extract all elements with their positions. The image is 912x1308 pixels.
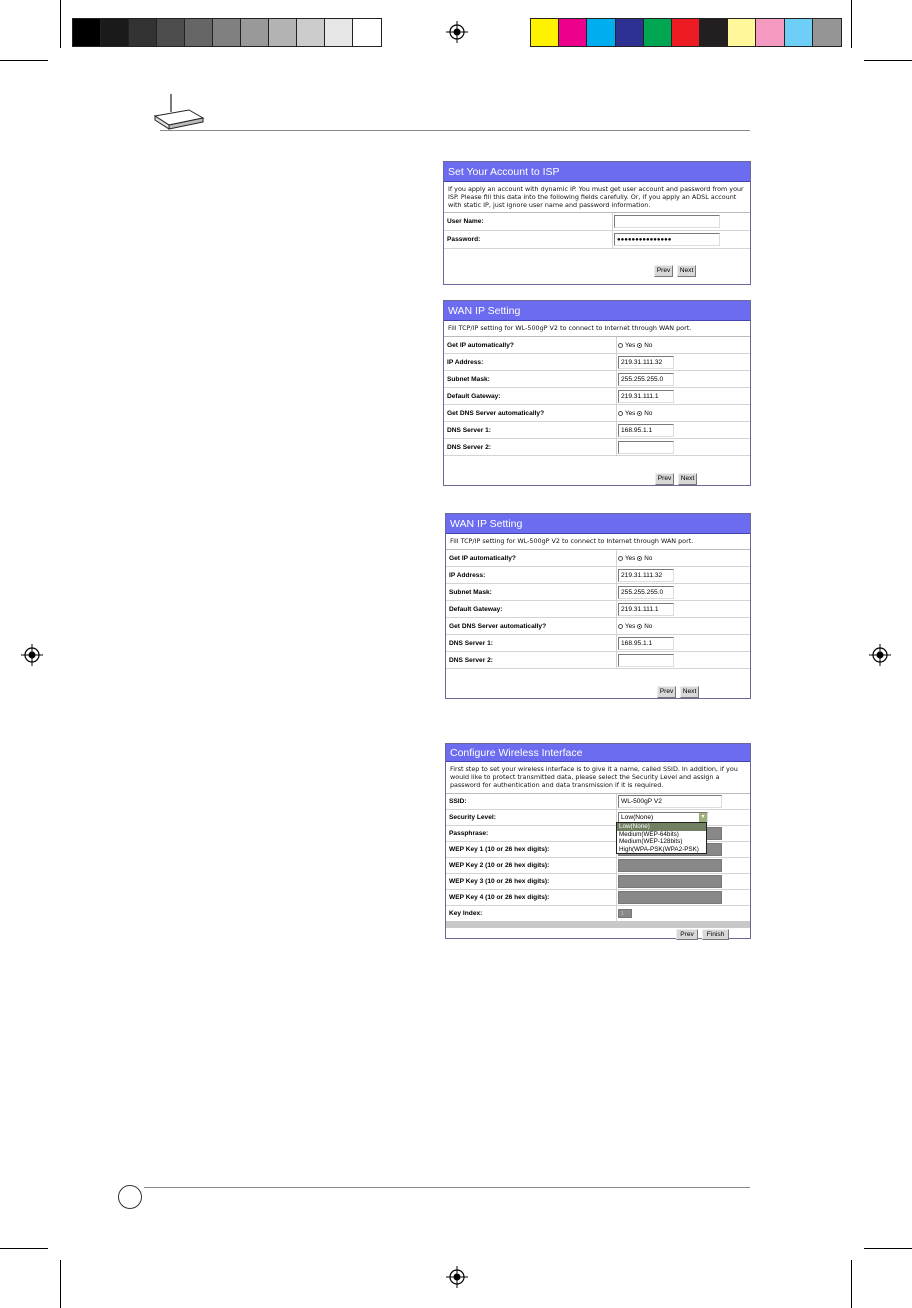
wep1-label: WEP Key 1 (10 or 26 hex digits):: [449, 846, 550, 853]
gateway-input[interactable]: 219.31.111.1: [618, 603, 674, 616]
radio-yes-label: Yes: [625, 622, 636, 630]
ssid-input[interactable]: WL-500gP V2: [618, 795, 722, 808]
key-index-label: Key Index:: [449, 910, 483, 917]
color-swatch: [241, 19, 269, 46]
radio-yes[interactable]: [618, 624, 623, 629]
dropdown-option[interactable]: Low(None): [617, 823, 706, 831]
prev-button[interactable]: Prev: [657, 686, 676, 698]
color-swatch: [297, 19, 325, 46]
dns2-row: [446, 652, 750, 669]
radio-no[interactable]: [637, 411, 642, 416]
finish-button[interactable]: Finish: [702, 929, 729, 940]
color-swatch: [672, 19, 700, 46]
mask-row: [444, 371, 750, 388]
prev-button[interactable]: Prev: [655, 473, 674, 485]
dns-auto-radio-group: [618, 623, 652, 630]
footer-bar: [446, 921, 750, 928]
radio-no-label: No: [644, 554, 653, 562]
wireless-interface-panel: [445, 743, 751, 939]
header-rule: [160, 130, 750, 131]
ip-input[interactable]: 219.31.111.32: [618, 356, 674, 369]
prev-button[interactable]: Prev: [676, 929, 698, 940]
color-swatch: [559, 19, 587, 46]
crop-mark: [851, 1260, 852, 1308]
color-swatch: [185, 19, 213, 46]
get-ip-radio-group: [618, 342, 652, 349]
password-cell: [612, 231, 750, 248]
color-swatch: [813, 19, 841, 46]
mask-label: Subnet Mask:: [447, 375, 490, 383]
mask-label: Subnet Mask:: [449, 588, 492, 596]
color-swatch: [700, 19, 728, 46]
dns2-input[interactable]: [618, 654, 674, 667]
dns1-label: DNS Server 1:: [447, 426, 491, 434]
crop-mark: [864, 1248, 912, 1249]
router-icon: [153, 92, 205, 132]
color-swatch: [353, 19, 381, 46]
dropdown-option[interactable]: Medium(WEP-64bits): [619, 830, 679, 838]
wep4-label: WEP Key 4 (10 or 26 hex digits):: [449, 894, 550, 901]
radio-no-label: No: [644, 409, 653, 417]
wep4-input[interactable]: [618, 891, 722, 904]
next-button[interactable]: Next: [677, 265, 696, 277]
ip-label: IP Address:: [447, 358, 484, 366]
username-cell: [612, 213, 750, 230]
security-select-value: Low(None): [621, 814, 654, 821]
gateway-row: [444, 388, 750, 405]
ssid-label: SSID:: [449, 798, 467, 805]
panel-title: WAN IP Setting: [444, 301, 750, 321]
registration-mark-left: [21, 644, 43, 666]
radio-no[interactable]: [637, 624, 642, 629]
wep2-input[interactable]: [618, 859, 722, 872]
color-swatch: [73, 19, 101, 46]
next-button[interactable]: Next: [680, 686, 699, 698]
panel-description: Fill TCP/IP setting for WL-500gP V2 to connect to Internet through WAN port.: [444, 321, 750, 337]
radio-yes-label: Yes: [625, 409, 636, 417]
color-swatch: [157, 19, 185, 46]
wan-ip-panel-1: [443, 300, 751, 486]
radio-yes[interactable]: [618, 411, 623, 416]
passphrase-label: Passphrase:: [449, 830, 489, 837]
username-input[interactable]: [614, 215, 720, 228]
dropdown-option[interactable]: Medium(WEP-128bits): [619, 838, 683, 845]
radio-no[interactable]: [637, 556, 642, 561]
dns1-row: [444, 422, 750, 439]
chevron-down-icon[interactable]: ▾: [699, 813, 707, 822]
gateway-input[interactable]: 219.31.111.1: [618, 390, 674, 403]
color-swatch: [756, 19, 784, 46]
wep3-input[interactable]: [618, 875, 722, 888]
page-number-circle: [118, 1185, 142, 1209]
dns1-input[interactable]: 168.95.1.1: [618, 424, 674, 437]
password-input[interactable]: ●●●●●●●●●●●●●●●: [614, 233, 720, 246]
dns2-input[interactable]: [618, 441, 674, 454]
footer-rule: [144, 1187, 750, 1188]
dns2-label: DNS Server 2:: [447, 443, 491, 451]
gateway-row: [446, 601, 750, 618]
get-ip-label: Get IP automatically?: [449, 554, 516, 562]
color-swatch: [213, 19, 241, 46]
registration-mark-top: [446, 21, 468, 43]
radio-yes[interactable]: [618, 556, 623, 561]
get-ip-label: Get IP automatically?: [447, 341, 514, 349]
password-label: Password:: [447, 236, 481, 243]
next-button[interactable]: Next: [678, 473, 697, 485]
ip-row: [444, 354, 750, 371]
gateway-label: Default Gateway:: [449, 605, 503, 613]
get-ip-row: [444, 337, 750, 354]
dns1-row: [446, 635, 750, 652]
radio-no-label: No: [644, 622, 653, 630]
panel-description: First step to set your wireless interface is to give it a name, called SSID. In addition, if you would like to protect transmitted data, please select the Security Level and assign a password for authentication and data transmission if it is required.: [446, 762, 750, 794]
registration-mark-right: [869, 644, 891, 666]
wep3-label: WEP Key 3 (10 or 26 hex digits):: [449, 878, 550, 885]
dns2-label: DNS Server 2:: [449, 656, 493, 664]
dns1-input[interactable]: 168.95.1.1: [618, 637, 674, 650]
username-label: User Name:: [447, 218, 484, 225]
registration-mark-bottom: [446, 1266, 468, 1288]
radio-yes[interactable]: [618, 343, 623, 348]
panel-description: If you apply an account with dynamic IP. You must get user account and password from your ISP. Please fill this data into the following fields carefully. Or, if you apply an ADSL account with static IP, just ignore user name and password information.: [444, 182, 750, 213]
color-swatch: [587, 19, 615, 46]
security-label: Security Level:: [449, 814, 496, 821]
key-index-select[interactable]: 1: [618, 909, 632, 918]
process-color-bar: [530, 18, 842, 47]
color-swatch: [531, 19, 559, 46]
isp-account-panel: [443, 161, 751, 285]
wep4-row: [446, 890, 750, 906]
color-swatch: [616, 19, 644, 46]
dns1-label: DNS Server 1:: [449, 639, 493, 647]
dropdown-option[interactable]: High(WPA-PSK(WPA2-PSK): [619, 845, 699, 853]
ip-input[interactable]: 219.31.111.32: [618, 569, 674, 582]
mask-input[interactable]: 255.255.255.0: [618, 373, 674, 386]
color-swatch: [644, 19, 672, 46]
color-swatch: [325, 19, 353, 46]
crop-mark: [864, 60, 912, 61]
panel-title: WAN IP Setting: [446, 514, 750, 534]
mask-input[interactable]: 255.255.255.0: [618, 586, 674, 599]
crop-mark: [0, 60, 48, 61]
crop-mark: [851, 0, 852, 48]
wep3-row: [446, 874, 750, 890]
dns-auto-row: [446, 618, 750, 635]
dns-auto-label: Get DNS Server automatically?: [449, 622, 547, 630]
crop-mark: [60, 1260, 61, 1308]
crop-mark: [0, 1248, 48, 1249]
dns2-row: [444, 439, 750, 456]
color-swatch: [269, 19, 297, 46]
radio-yes-label: Yes: [625, 554, 636, 562]
get-ip-row: [446, 550, 750, 567]
mask-row: [446, 584, 750, 601]
security-level-dropdown[interactable]: [616, 822, 707, 854]
color-swatch: [785, 19, 813, 46]
password-row: [444, 231, 750, 249]
dns-auto-row: [444, 405, 750, 422]
ip-row: [446, 567, 750, 584]
grayscale-color-bar: [72, 18, 382, 47]
radio-yes-label: Yes: [625, 341, 636, 349]
panel-title: Set Your Account to ISP: [444, 162, 750, 182]
wep2-label: WEP Key 2 (10 or 26 hex digits):: [449, 862, 550, 869]
key-index-row: [446, 906, 750, 922]
get-ip-radio-group: [618, 555, 652, 562]
wan-ip-panel-2: [445, 513, 751, 699]
ssid-row: [446, 794, 750, 810]
panel-description: Fill TCP/IP setting for WL-500gP V2 to connect to Internet through WAN port.: [446, 534, 750, 550]
dns-auto-label: Get DNS Server automatically?: [447, 409, 545, 417]
color-swatch: [129, 19, 157, 46]
color-swatch: [728, 19, 756, 46]
panel-title: Configure Wireless Interface: [446, 744, 750, 762]
dns-auto-radio-group: [618, 410, 652, 417]
username-row: [444, 213, 750, 231]
radio-no-label: No: [644, 341, 653, 349]
gateway-label: Default Gateway:: [447, 392, 501, 400]
wep2-row: [446, 858, 750, 874]
radio-no[interactable]: [637, 343, 642, 348]
prev-button[interactable]: Prev: [654, 265, 673, 277]
color-swatch: [101, 19, 129, 46]
crop-mark: [60, 0, 61, 48]
ip-label: IP Address:: [449, 571, 486, 579]
